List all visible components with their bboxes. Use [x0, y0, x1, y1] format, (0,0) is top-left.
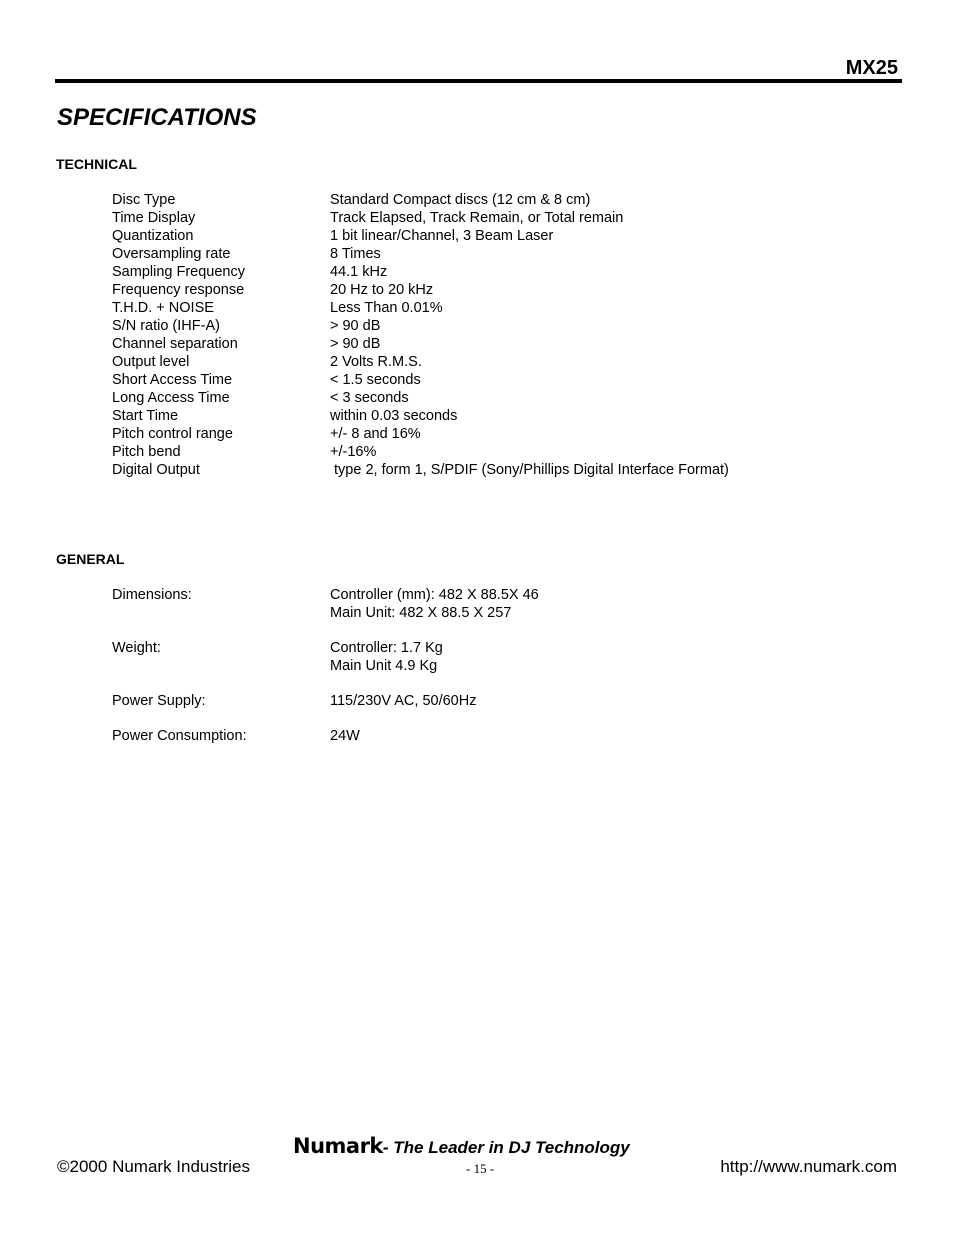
weight-row	[112, 639, 892, 675]
spec-label: T.H.D. + NOISE	[112, 300, 214, 316]
spec-row	[112, 299, 892, 317]
spec-value: +/- 8 and 16%	[330, 426, 421, 442]
spec-label: Oversampling rate	[112, 246, 231, 262]
spec-row	[112, 389, 892, 407]
weight-main-unit: Main Unit 4.9 Kg	[330, 658, 438, 674]
spec-label: Digital Output	[112, 462, 200, 478]
spec-value: Standard Compact discs (12 cm & 8 cm)	[330, 192, 591, 208]
weight-label: Weight:	[112, 640, 161, 656]
spec-row	[112, 371, 892, 389]
spec-label: Quantization	[112, 228, 194, 244]
spec-label: Time Display	[112, 210, 196, 226]
spec-label: S/N ratio (IHF-A)	[112, 318, 220, 334]
power-consumption-row	[112, 727, 892, 745]
spec-value: > 90 dB	[330, 336, 381, 352]
spec-row	[112, 281, 892, 299]
spec-label: Pitch bend	[112, 444, 181, 460]
spec-row	[112, 407, 892, 425]
spec-value: +/-16%	[330, 444, 377, 460]
technical-spec-table	[112, 191, 892, 479]
spec-row	[112, 227, 892, 245]
spec-value: Track Elapsed, Track Remain, or Total remain	[330, 210, 624, 226]
spec-value: 44.1 kHz	[330, 264, 388, 280]
dimensions-main-unit: Main Unit: 482 X 88.5 X 257	[330, 605, 512, 621]
spec-label: Output level	[112, 354, 190, 370]
power-consumption-value: 24W	[330, 728, 360, 744]
spec-row	[112, 425, 892, 443]
general-heading: GENERAL	[56, 551, 125, 567]
spec-value: 1 bit linear/Channel, 3 Beam Laser	[330, 228, 554, 244]
spec-value: Less Than 0.01%	[330, 300, 443, 316]
dimensions-controller: Controller (mm): 482 X 88.5X 46	[330, 587, 539, 603]
weight-controller: Controller: 1.7 Kg	[330, 640, 443, 656]
spec-row	[112, 317, 892, 335]
dimensions-row	[112, 586, 892, 622]
page-number: - 15 -	[466, 1161, 495, 1176]
spec-row	[112, 461, 892, 479]
spec-row	[112, 443, 892, 461]
spec-row	[112, 191, 892, 209]
spec-label: Channel separation	[112, 336, 238, 352]
footer-url: http://www.numark.com	[720, 1157, 897, 1176]
spec-value: < 3 seconds	[330, 390, 409, 406]
power-consumption-label: Power Consumption:	[112, 728, 247, 744]
spec-label: Sampling Frequency	[112, 264, 245, 280]
spec-label: Long Access Time	[112, 390, 230, 406]
power-supply-label: Power Supply:	[112, 693, 206, 709]
spec-value: > 90 dB	[330, 318, 381, 334]
spec-label: Disc Type	[112, 192, 176, 208]
spec-value: within 0.03 seconds	[330, 408, 458, 424]
spec-value: 8 Times	[330, 246, 381, 262]
dimensions-label: Dimensions:	[112, 587, 192, 603]
footer-brand	[293, 1134, 630, 1158]
spec-value: 20 Hz to 20 kHz	[330, 282, 434, 298]
numark-logo: Numark	[293, 1134, 383, 1158]
brand-tagline: - The Leader in DJ Technology	[382, 1138, 630, 1157]
spec-row	[112, 245, 892, 263]
spec-label: Frequency response	[112, 282, 245, 298]
spec-value: type 2, form 1, S/PDIF (Sony/Phillips Digital Interface Format)	[330, 462, 729, 478]
general-spec-table	[112, 586, 892, 762]
model-name: MX25	[845, 57, 898, 79]
spec-value: 2 Volts R.M.S.	[330, 354, 422, 370]
spec-row	[112, 353, 892, 371]
spec-row	[112, 209, 892, 227]
footer-copyright: ©2000 Numark Industries	[57, 1157, 251, 1176]
power-supply-value: 115/230V AC, 50/60Hz	[330, 693, 477, 709]
header-rule	[55, 79, 902, 83]
spec-label: Start Time	[112, 408, 179, 424]
spec-row	[112, 335, 892, 353]
page-title: SPECIFICATIONS	[57, 104, 257, 131]
technical-heading: TECHNICAL	[56, 156, 137, 172]
spec-value: < 1.5 seconds	[330, 372, 421, 388]
spec-label: Pitch control range	[112, 426, 233, 442]
spec-row	[112, 263, 892, 281]
spec-label: Short Access Time	[112, 372, 233, 388]
power-supply-row	[112, 692, 892, 710]
